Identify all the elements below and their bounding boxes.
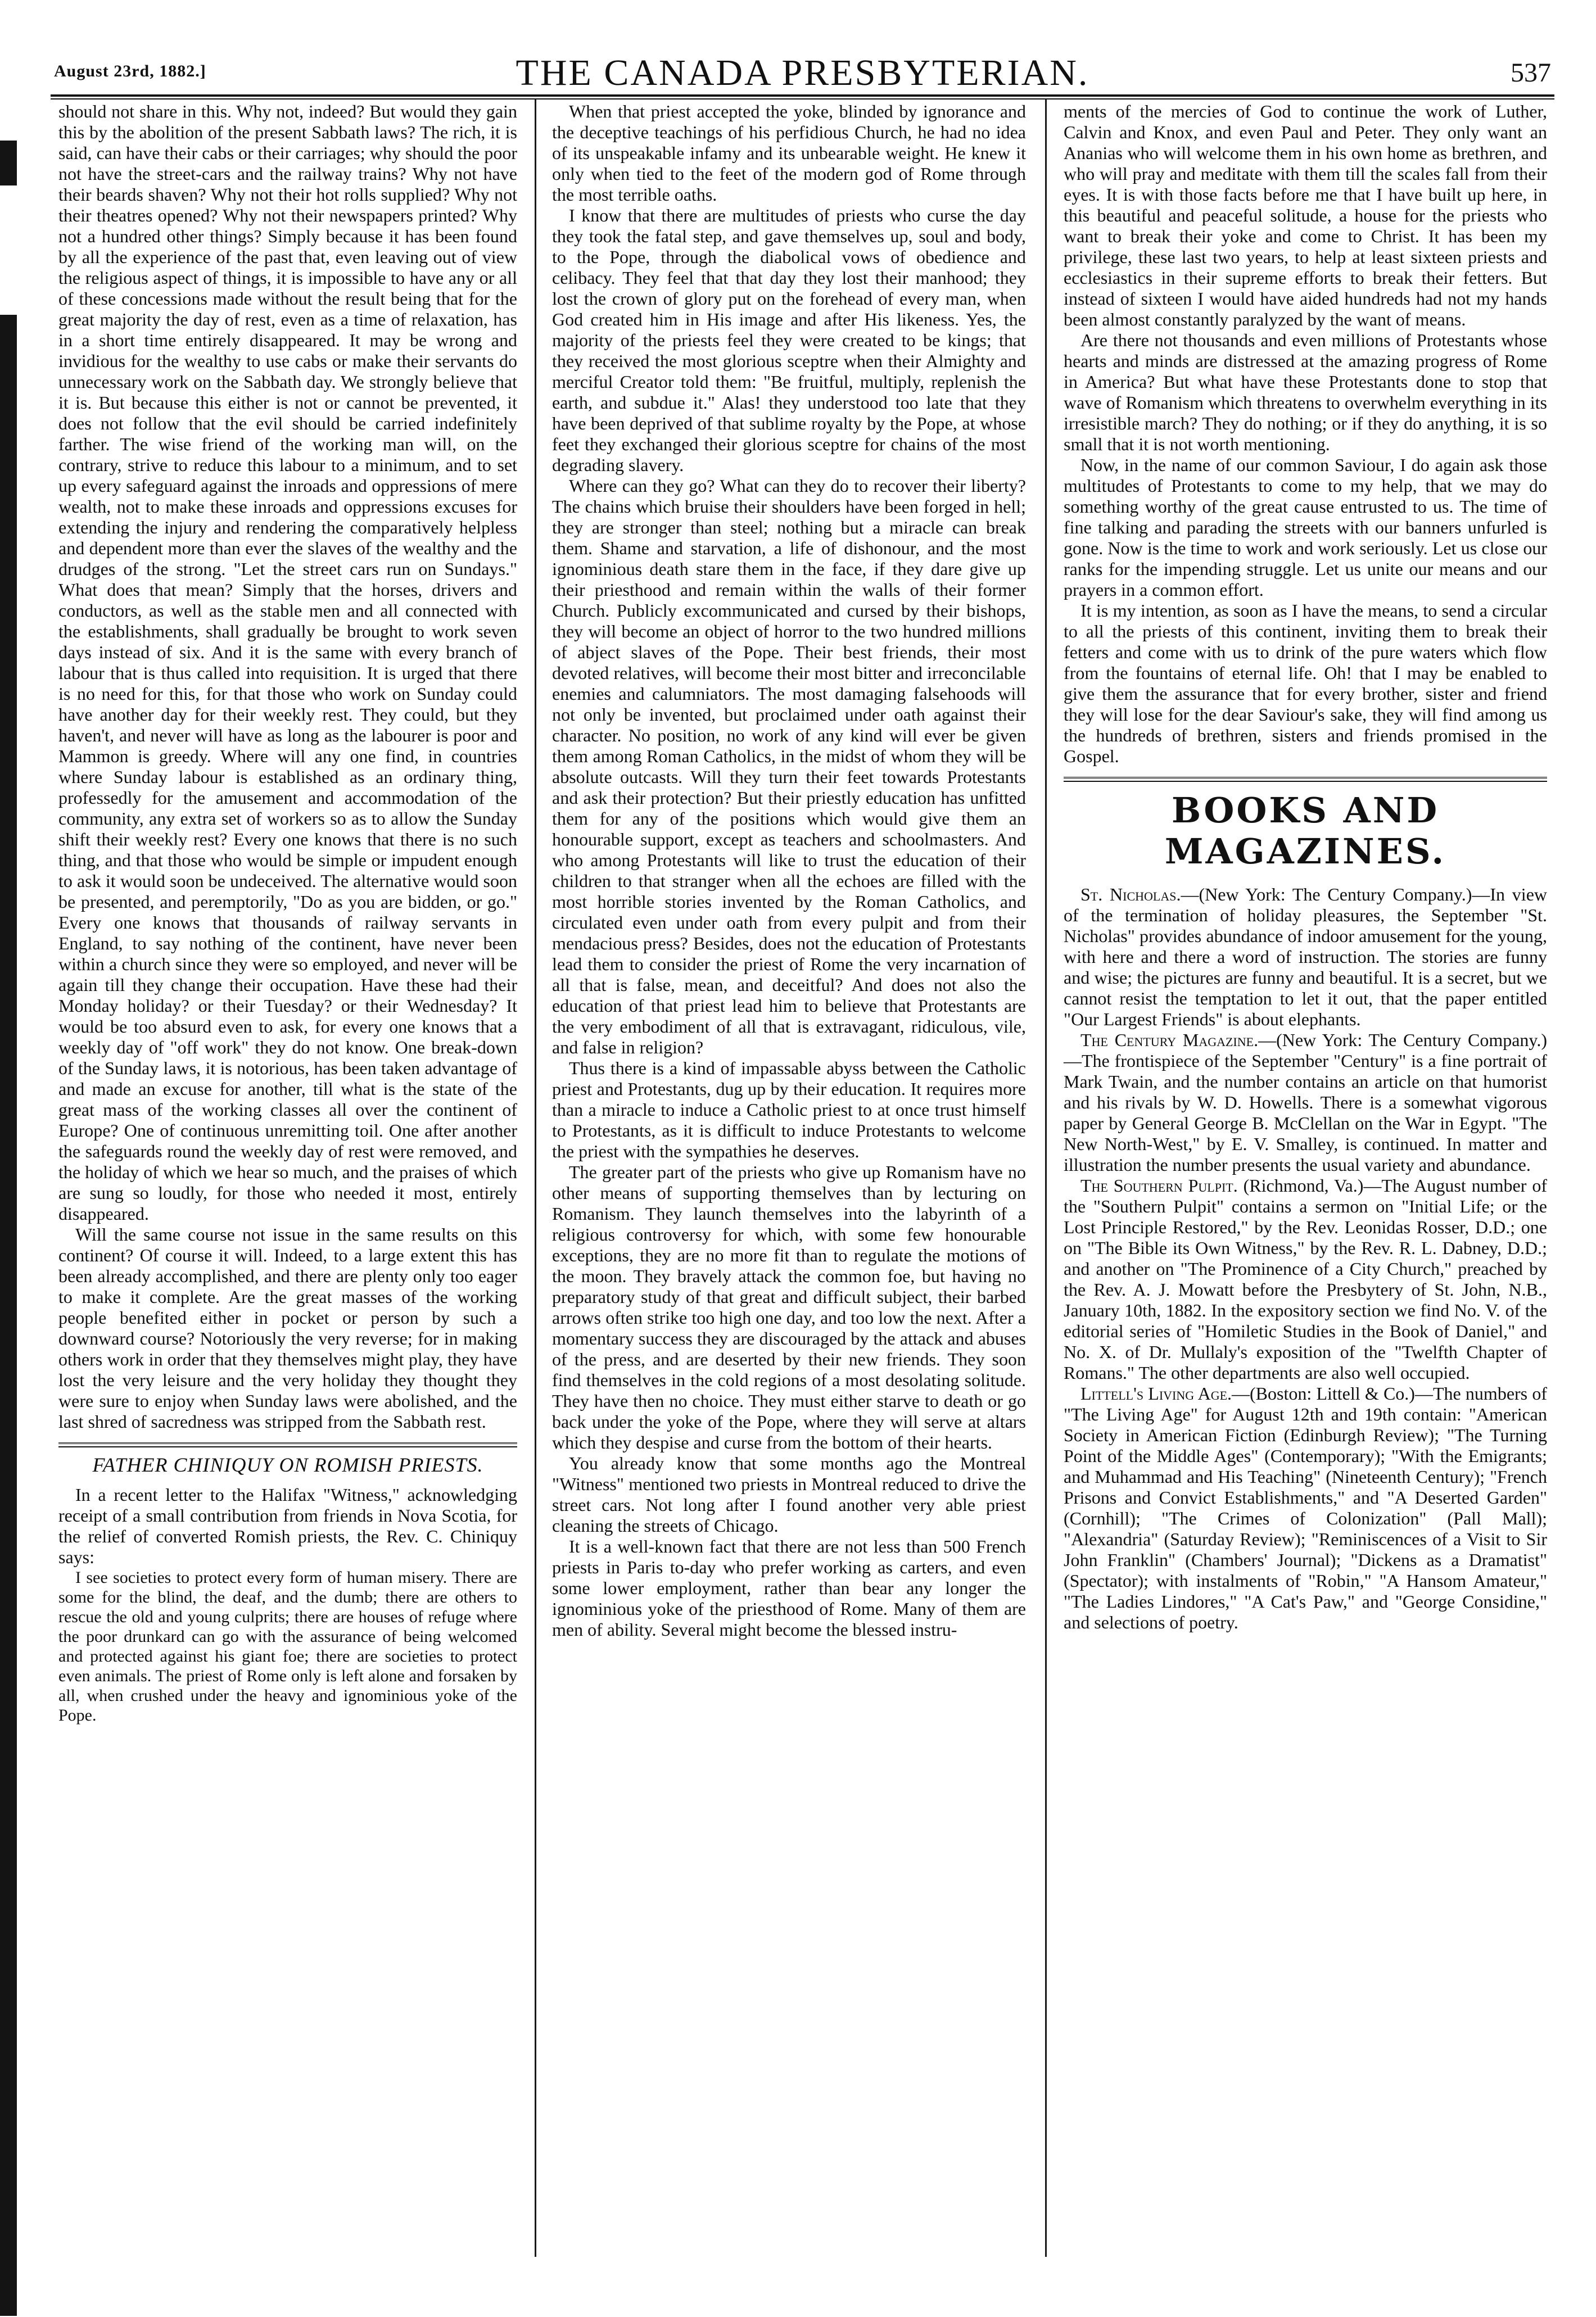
paragraph: The greater part of the priests who give up Romanism have no other means of supporting themselves than by lecturing on Romanism. They launch themselves into the labyrinth of a religious controversy for which, with some few honourable exceptions, they are no more fit than to regulate the motions of the moon. They bravely attack the common foe, but having no preparatory study of that great and difficult subject, their barbed arrows often strike too high one day, and too low the next. After a momentary success they are discouraged by the attack and abuses of the press, and are deserted by their new friends. They soon find themselves in the cold regions of a most desolating solitude. They have then no choice. They must either starve to death or go back under the yoke of the Pope, where they will serve at altars which they despise and curse from the bottom of their hearts. [552, 1162, 1026, 1452]
article-intro: In a recent letter to the Halifax "Witness," acknowledging receipt of a small contribution from friends in Nova Scotia, for the relief of converted Romish priests, the Rev. C. Chiniquy says: [58, 1485, 517, 1567]
article-title: FATHER CHINIQUY ON ROMISH PRIESTS. [92, 1454, 483, 1476]
paragraph: Are there not thousands and even millions of Protestants whose hearts and minds are distressed at the amazing progress of Rome in America? But what have these Protestants done to stop that wave of Romanism which threatens to overwhelm everything in its irresistible march? They do nothing; or if they do anything, it is so small that it is not worth mentioning. [1064, 330, 1547, 454]
review-text: —(New York: The Century Company.)—The frontispiece of the September "Century" is a fine portrait of Mark Twain, and the number contains an article on that humorist and his rivals by W. D. Howells. There is a somewhat vigorous paper by General George B. McClellan on the War in Egypt. "The New North-West," by E. V. Smalley, is continued. In matter and illustration the number presents the usual variety and abundance. [1064, 1030, 1547, 1175]
section-title: BOOKS AND MAGAZINES. [1164, 790, 1446, 872]
paragraph: should not share in this. Why not, indeed? But would they gain this by the abolition of the present Sabbath laws? The rich, it is said, can have their cabs or their carriages; why should the poor not have the street-cars and the railway trains? Why not have their beards shaven? Why not their hot rolls supplied? Why not their theatres opened? Why not their newspapers printed? Why not a hundred other things? Simply because it has been found by all the experience of the past that, even leaving out of view the religious aspect of things, it is impossible to have any or all of these concessions made without the result being that for the great majority the day of rest, even as a time of relaxation, has in a short time entirely disappeared. It may be wrong and invidious for the wealthy to use cabs or make their servants do unnecessary work on the Sabbath day. We strongly believe that it is. But because this either is not or cannot be prevented, it does not follow that the evil should be carried indefinitely farther. The wise friend of the working man will, on the contrary, strive to reduce this labour to a minimum, and to set up every safeguard against the inroads and oppressions of mere wealth, not to make these inroads and oppressions excuses for extending the injury and rendering the comparatively helpless and dependent more than ever the slaves of the wealthy and the drudges of the strong. "Let the street cars run on Sundays." What does that mean? Simply that the horses, drivers and conductors, as well as the stable men and all connected with the establishments, shall gradually be brought to work seven days instead of six. And it is the same with every branch of labour that is thus called into requisition. It is urged that there is no need for this, for that those who work on Sunday could have another day for their weekly rest. They could, but they haven't, and never will have as long as the labourer is poor and Mammon is greedy. Where will any one find, in countries where Sunday labour is established as an ordinary thing, professedly for the amusement and accommodation of the community, any extra set of workers so as to allow the Sunday shift their weekly rest? Every one knows that there is no such thing, and that those who would be simple or impudent enough to ask it would soon be undeceived. The alternative would soon be presented, and peremptorily, "Do as you are bidden, or go." Every one knows that thousands of railway servants in England, to say nothing of the continent, have never been within a church since they were so employed, and never will be again till they change their occupation. Have these had their Monday holiday? or their Tuesday? or their Wednesday? It would be too absurd even to ask, for every one knows that a weekly day of "off work" they do not know. One break-down of the Sunday laws, it is notorious, has been taken advantage of and made an excuse for another, till what is the state of the great mass of the working classes all over the continent of Europe? One of continuous unremitting toil. One after another the safeguards round the weekly day of rest were removed, and the holiday of which we hear so much, and the praises of which are sung so loudly, for those who needed it most, entirely disappeared. [58, 101, 517, 1224]
paragraph: I know that there are multitudes of priests who curse the day they took the fatal step, and gave themselves up, soul and body, to the Pope, through the diabolical vows of obedience and celibacy. They feel that that day they lost their manhood; they lost the crown of glory put on the forehead of every man, when God created him in His image and after His likeness. Yes, the majority of the priests feel they were created to be kings; that they received the most glorious sceptre when their Almighty and merciful Creator told them: "Be fruitful, multiply, replenish the earth, and subdue it." Alas! they understood too late that they have been deprived of that sublime royalty by the Pope, at whose feet they exchanged their glorious sceptre for chains of the most degrading slavery. [552, 205, 1026, 475]
section-divider [58, 1442, 517, 1447]
review-entry [1064, 1030, 1547, 1175]
review-publication: The Southern Pulpit. [1080, 1175, 1238, 1196]
review-publication: The Century Magazine. [1080, 1030, 1259, 1050]
review-publication: St. Nicholas. [1080, 884, 1181, 904]
paragraph: ments of the mercies of God to continue the work of Luther, Calvin and Knox, and even Paul and Peter. They only want an Ananias who will welcome them in his own home as brethren, and who will pray and meditate with them till the scales fall from their eyes. It is with those facts before me that I have built up here, in this beautiful and peaceful solitude, a house for the priests who want to break their yoke and come to Christ. It has been my privilege, these last two years, to help at least sixteen priests and ecclesiastics in their supreme efforts to break their fetters. But instead of sixteen I would have aided hundreds had not my hands been almost constantly paralyzed by the want of means. [1064, 101, 1547, 329]
masthead-title: THE CANADA PRESBYTERIAN. [516, 52, 1089, 93]
scan-binding-strip [0, 315, 17, 2316]
issue-date: August 23rd, 1882.] [54, 62, 206, 80]
scan-margin [0, 0, 25, 2317]
review-text: —(Boston: Littell & Co.)—The numbers of "The Living Age" for August 12th and 19th contain: "American Society in American Fiction (Edinburgh Review); "The Turning Point of the Middle Ages" (Contemporary); "With the Emigrants; and Muhammad and His Teaching" (Nineteenth Century); "French Prisons and Convict Establishments," and "A Deserted Garden" (Cornhill); "The Crimes of Colonization" (Pall Mall); "Alexandria" (Saturday Review); "Reminiscences of a Visit to Sir John Franklin" (Chambers' Journal); "Dickens as a Dramatist" (Spectator); with instalments of "Robin," "A Hansom Amateur," "The Ladies Lindores," "A Cat's Paw," and "George Considine," and selections of poetry. [1064, 1383, 1547, 1632]
page-number: 537 [1511, 58, 1551, 88]
header-rule [51, 94, 1554, 97]
column-right [1064, 101, 1547, 1633]
column-middle [552, 101, 1026, 1640]
review-text: (Richmond, Va.)—The August number of the "Southern Pulpit" contains a sermon on "Initial Life; or the Lost Principle Restored," by the Rev. Leonidas Rosser, D.D.; one on "The Bible its Own Witness," by the Rev. R. L. Dabney, D.D.; and another on "The Prominence of a City Church," preached by the Rev. A. J. Mowatt before the Presbytery of St. John, N.B., January 10th, 1882. In the expository section we find No. V. of the editorial series of "Homiletic Studies in the Book of Daniel," and No. X. of Dr. Mullaly's exposition of the "Twelfth Chapter of Romans." The other departments are also well occupied. [1064, 1175, 1547, 1383]
paragraph: It is a well-known fact that there are not less than 500 French priests in Paris to-day who prefer working as carters, and even some lower employment, rather than bear any longer the ignominious yoke of the priesthood of Rome. Many of them are men of ability. Several might become the blessed instru- [552, 1536, 1026, 1640]
column-left [58, 101, 517, 1725]
review-text: —(New York: The Century Company.)—In view of the termination of holiday pleasures, the September "St. Nicholas" provides abundance of indoor amusement for the young, with here and there a word of instruction. The stories are funny and wise; the pictures are funny and beautiful. It is a secret, but we cannot resist the temptation to let it out, that the paper entitled "Our Largest Friends" is about elephants. [1064, 884, 1548, 1029]
paragraph: Where can they go? What can they do to recover their liberty? The chains which bruise their shoulders have been forged in hell; they are stronger than steel; nothing but a miracle can break them. Shame and starvation, a life of dishonour, and the most ignominious death stare them in the face, if they dare give up their priesthood and remain within the walls of their former Church. Publicly excommunicated and cursed by their bishops, they will become an object of horror to the two hundred millions of abject slaves of the Pope. Their best friends, their most devoted relatives, will become their most bitter and irreconcilable enemies and calumniators. The most damaging falsehoods will not only be invented, but proclaimed under oath against their character. No position, no work of any kind will ever be given them among Roman Catholics, in the midst of whom they will be absolute outcasts. Will they turn their feet towards Protestants and ask their protection? But their priestly education has unfitted them for any of the positions which would give them an honourable support, except as teachers and schoolmasters. And who among Protestants will like to trust the education of their children to that stranger when all the echoes are filled with the most horrible stories invented by the Roman Catholics, and circulated even under oath from every pulpit and from their mendacious press? Besides, does not the education of Protestants lead them to consider the priest of Rome the very incarnation of all that is false, mean, and deceitful? And does not also the education of that priest lead him to believe that Protestants are the very embodiment of all that is extravagant, ridiculous, vile, and false in religion? [552, 476, 1026, 1057]
paragraph: When that priest accepted the yoke, blinded by ignorance and the deceptive teachings of his perfidious Church, he had no idea of its unspeakable infamy and its unbearable weight. He knew it only when tied to the feet of the modern god of Rome through the most terrible oaths. [552, 101, 1026, 205]
review-entry [1064, 884, 1547, 1030]
review-publication: Littell's Living Age. [1080, 1383, 1232, 1404]
scan-mark [0, 141, 17, 185]
paragraph: Will the same course not issue in the same results on this continent? Of course it will. Indeed, to a large extent this has been already accomplished, and there are plenty only too eager to make it complete. Are the great masses of the working people benefited either in pocket or person by such a downward course? Notoriously the very reverse; for in making others work in order that they themselves might play, they have lost the very leisure and the very holiday they thought they were sure to enjoy when Sunday laws were abolished, and the last shred of sacredness was stripped from the Sabbath rest. [58, 1224, 517, 1432]
review-entry [1064, 1383, 1547, 1633]
paragraph: It is my intention, as soon as I have the means, to send a circular to all the priests of this continent, inviting them to break their fetters and come with us to drink of the pure waters which flow from the fountains of eternal life. Oh! that I may be enabled to give them the assurance that for every brother, sister and friend they will lose for the dear Saviour's sake, they will find among us the hundreds of brethren, sisters and friends promised in the Gospel. [1064, 600, 1547, 766]
header-rule-thin [51, 98, 1554, 99]
review-entry [1064, 1175, 1547, 1383]
page-header [51, 52, 1554, 96]
paragraph: You already know that some months ago the Montreal "Witness" mentioned two priests in Montreal reduced to drive the street cars. Not long after I found another very able priest cleaning the streets of Chicago. [552, 1453, 1026, 1536]
section-divider [1064, 777, 1547, 782]
paragraph: Thus there is a kind of impassable abyss between the Catholic priest and Protestants, dug up by their education. It requires more than a miracle to induce a Catholic priest to at once trust himself to Protestants, as it is difficult to induce Protestants to welcome the priest with the sympathies he deserves. [552, 1058, 1026, 1161]
column-divider [1045, 98, 1047, 2257]
paragraph: Now, in the name of our common Saviour, I do again ask those multitudes of Protestants to come to my help, that we may do something worthy of the great cause entrusted to us. The time of fine talking and parading the streets with our banners unfurled is gone. Now is the time to work and work seriously. Let us close our ranks for the impending struggle. Let us unite our means and our prayers in a common effort. [1064, 455, 1547, 600]
column-divider [535, 98, 536, 2257]
block-quote: I see societies to protect every form of human misery. There are some for the blind, the deaf, and the dumb; there are others to rescue the old and young culprits; there are houses of refuge where the poor drunkard can go with the assurance of being welcomed and protected against his giant foe; there are societies to protect even animals. The priest of Rome only is left alone and forsaken by all, when crushed under the heavy and ignominious yoke of the Pope. [58, 1568, 517, 1725]
